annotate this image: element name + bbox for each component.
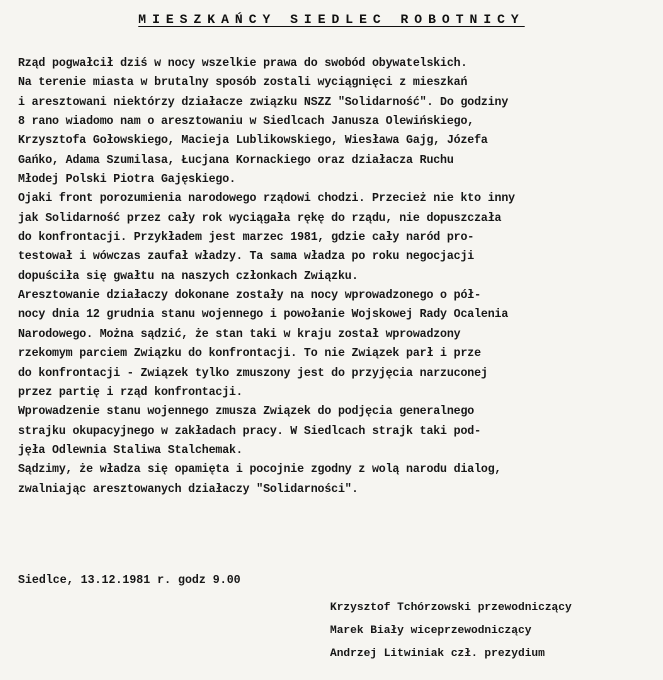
signature-line: Krzysztof Tchórzowski przewodniczący: [330, 602, 572, 614]
signature-line: Andrzej Litwiniak czł. prezydium: [330, 648, 545, 660]
body-text-line: do konfrontacji. Przykładem jest marzec 1981, gdzie cały naród pro-: [18, 231, 475, 245]
leaflet-title: MIESZKAŃCY SIEDLEC ROBOTNICY: [138, 12, 525, 27]
body-text-line: Rząd pogwałcił dziś w nocy wszelkie prawa do swobód obywatelskich.: [18, 57, 468, 70]
body-text-line: Ojaki front porozumienia narodowego rządowi chodzi. Przecież nie kto inny: [18, 192, 515, 206]
body-text-line: przez partię i rząd konfrontacji.: [18, 385, 243, 399]
place-and-date: Siedlce, 13.12.1981 r. godz 9.00: [18, 574, 241, 587]
body-text-line: jęła Odlewnia Staliwa Stalchemak.: [18, 443, 243, 457]
body-text-line: Na terenie miasta w brutalny sposób zostali wyciągnięci z mieszkań: [18, 76, 468, 90]
signature-block: [330, 597, 660, 666]
body-text-line: Wprowadzenie stanu wojennego zmusza Związek do podjęcia generalnego: [18, 405, 475, 419]
body-text-line: Krzysztofa Gołowskiego, Macieja Lublikowskiego, Wiesława Gajg, Józefa: [18, 134, 488, 148]
body-text-line: Młodej Polski Piotra Gajęskiego.: [18, 173, 236, 187]
body-text-line: i aresztowani niektórzy działacze związku NSZZ "Solidarność". Do godziny: [18, 95, 509, 109]
body-text-line: do konfrontacji - Związek tylko zmuszony jest do przyjęcia narzuconej: [18, 366, 488, 380]
body-text-line: dopuściła się gwałtu na naszych członkach Związku.: [18, 269, 359, 283]
body-text-line: nocy dnia 12 grudnia stanu wojennego i powołanie Wojskowej Rady Ocalenia: [18, 308, 509, 322]
signature-line: Marek Biały wiceprzewodniczący: [330, 625, 532, 637]
body-text-line: testował i wówczas zaufał władzy. Ta sama władza po roku negocjacji: [18, 250, 475, 264]
body-text-line: Gańko, Adama Szumilasa, Łucjana Kornackiego oraz działacza Ruchu: [18, 153, 454, 167]
body-text-line: rzekomym parciem Związku do konfrontacji. To nie Związek parł i prze: [18, 347, 481, 361]
leaflet-body: [18, 54, 658, 499]
body-text-line: jak Solidarność przez cały rok wyciągała rękę do rządu, nie dopuszczała: [18, 211, 502, 225]
body-text-line: zwalniając aresztowanych działaczy "Solidarności".: [18, 482, 359, 496]
body-text-line: Sądzimy, że władza się opamięta i pocojnie zgodny z wolą narodu dialog,: [18, 463, 502, 477]
body-text-line: strajku okupacyjnego w zakładach pracy. W Siedlcach strajk taki pod-: [18, 424, 481, 438]
body-text-line: Narodowego. Można sądzić, że stan taki w kraju został wprowadzony: [18, 327, 461, 341]
body-text-line: Aresztowanie działaczy dokonane zostały na nocy wprowadzonego o pół-: [18, 289, 481, 303]
body-text-line: 8 rano wiadomo nam o aresztowaniu w Siedlcach Janusza Olewińskiego,: [18, 115, 475, 129]
